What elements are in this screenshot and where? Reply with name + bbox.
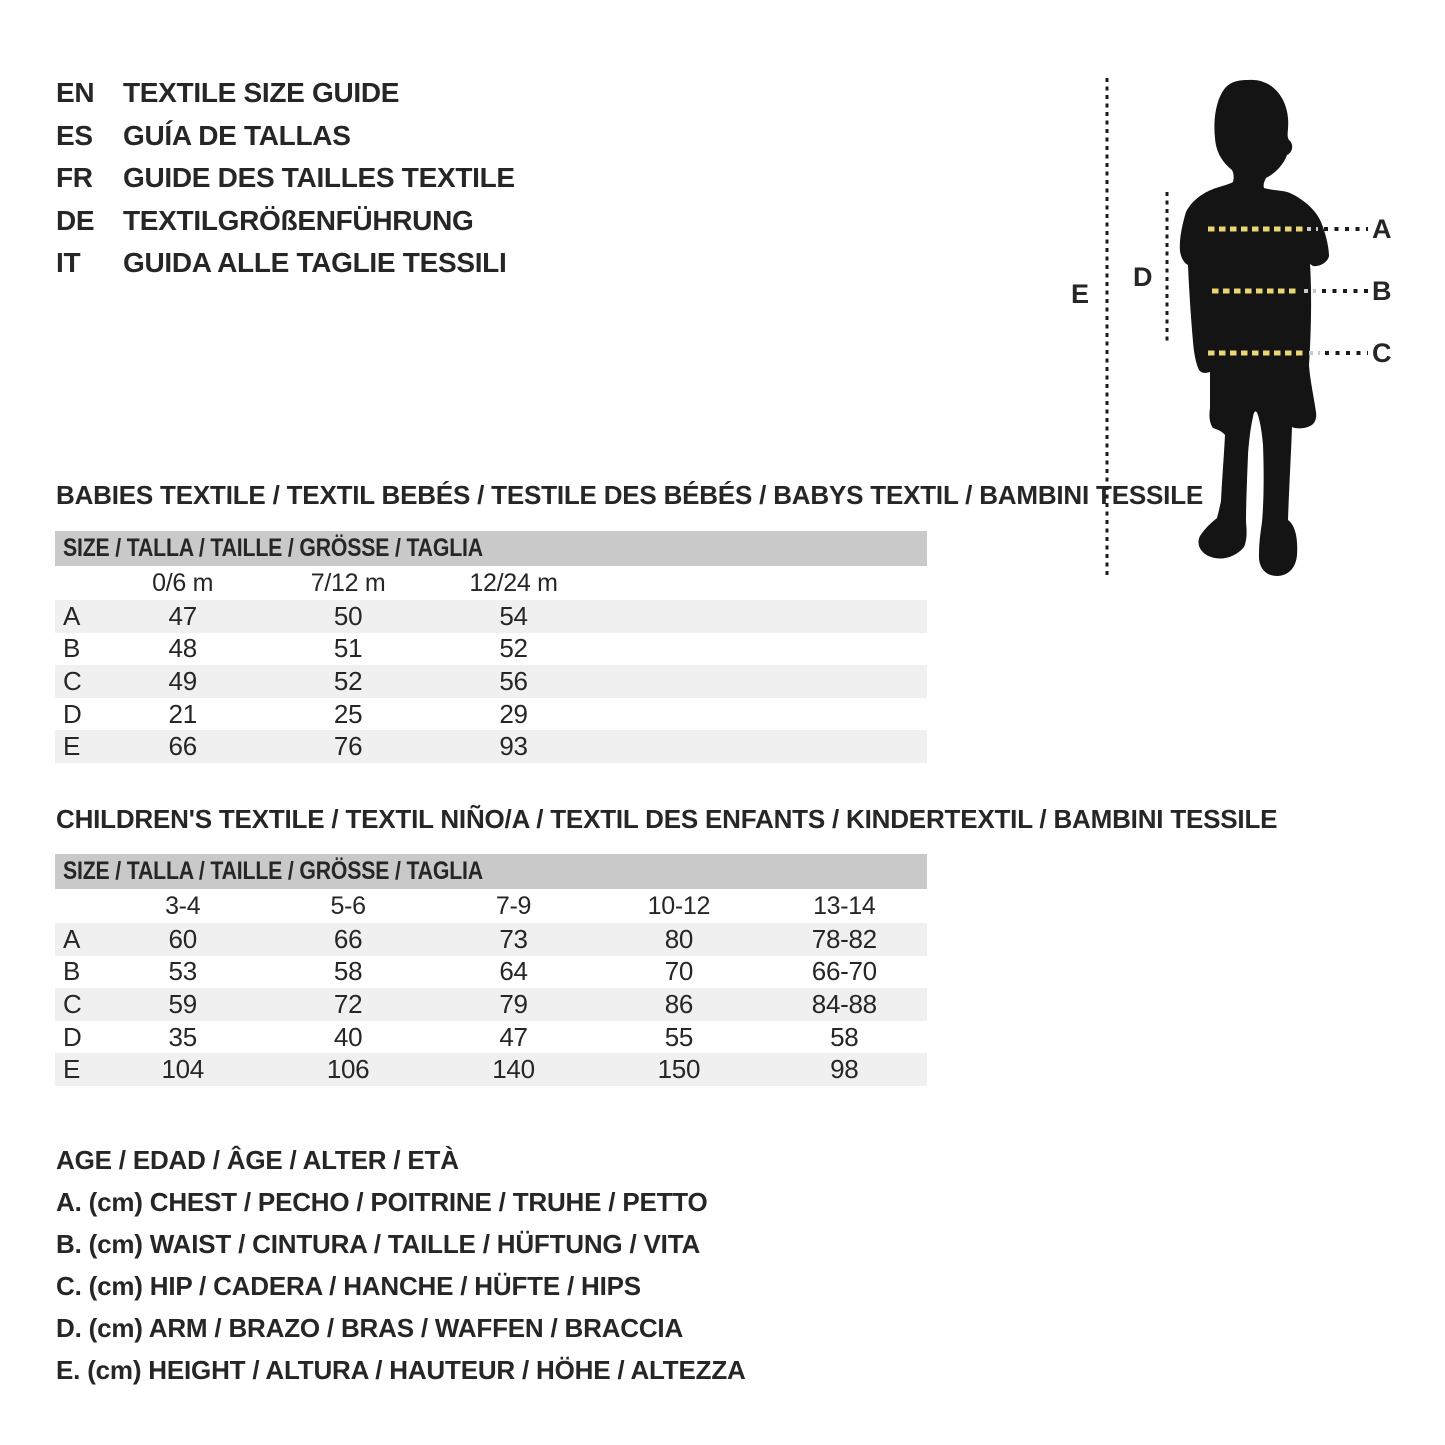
cell: 58 — [333, 956, 363, 987]
table-row — [55, 1053, 927, 1086]
legend-text: E. (cm) HEIGHT / ALTURA / HAUTEUR / HÖHE / ALTEZZA — [56, 1355, 746, 1385]
table-row — [55, 956, 927, 989]
size-header-text: SIZE / TALLA / TAILLE / GRÖSSE / TAGLIA — [63, 857, 483, 885]
babies-column-header-row — [55, 566, 927, 600]
legend-arm — [56, 1313, 683, 1343]
babies-size-header-bar — [55, 531, 927, 566]
row-label: A — [63, 600, 81, 631]
table-row — [55, 633, 927, 666]
cell: 66-70 — [811, 956, 877, 987]
babies-size-table — [55, 531, 927, 763]
cell: 55 — [664, 1021, 694, 1052]
cell: 48 — [168, 633, 197, 664]
column-header: 3-4 — [165, 891, 201, 920]
legend-height — [56, 1355, 746, 1385]
legend-chest — [56, 1187, 708, 1217]
row-label: C — [63, 665, 82, 696]
row-label: E — [63, 731, 81, 762]
cell: 140 — [492, 1054, 535, 1085]
cell: 29 — [499, 698, 528, 729]
cell: 60 — [168, 923, 197, 954]
row-label: D — [63, 1021, 82, 1052]
children-size-header-bar — [55, 854, 927, 889]
lang-row-en — [56, 72, 515, 115]
children-column-header-row — [55, 889, 927, 923]
table-row — [55, 988, 927, 1021]
cell: 51 — [333, 633, 363, 664]
cell: 66 — [168, 731, 197, 762]
cell: 76 — [333, 731, 363, 762]
cell: 72 — [333, 988, 363, 1019]
column-header: 10-12 — [647, 891, 711, 920]
marker-label-a: A — [1372, 214, 1392, 244]
legend-text: A. (cm) CHEST / PECHO / POITRINE / TRUHE / PETTO — [56, 1187, 708, 1217]
column-header: 0/6 m — [152, 568, 214, 597]
cell: 66 — [333, 923, 363, 954]
lang-row-fr — [56, 157, 515, 200]
cell: 59 — [168, 988, 197, 1019]
marker-label-e: E — [1071, 279, 1090, 309]
legend-text: B. (cm) WAIST / CINTURA / TAILLE / HÜFTUNG / VITA — [56, 1229, 701, 1259]
cell: 78-82 — [811, 923, 877, 954]
cell: 93 — [499, 731, 528, 762]
lang-label: GUIDE DES TAILLES TEXTILE — [123, 162, 515, 194]
cell: 106 — [326, 1054, 370, 1085]
column-header: 7-9 — [495, 891, 532, 920]
table-row — [55, 600, 927, 633]
cell: 86 — [664, 988, 694, 1019]
cell: 104 — [161, 1054, 204, 1085]
legend-hip — [56, 1271, 641, 1301]
cell: 58 — [830, 1021, 859, 1052]
children-size-table — [55, 854, 927, 1086]
cell: 49 — [168, 665, 197, 696]
table-row — [55, 1021, 927, 1054]
children-section-title — [56, 804, 1277, 834]
cell: 64 — [499, 956, 528, 987]
lang-row-es — [56, 115, 515, 158]
cell: 47 — [499, 1021, 528, 1052]
lang-code: DE — [56, 204, 95, 236]
babies-title-text: BABIES TEXTILE / TEXTIL BEBÉS / TESTILE DES BÉBÉS / BABYS TEXTIL / BAMBINI TESSILE — [56, 480, 1204, 510]
legend-text: AGE / EDAD / ÂGE / ALTER / ETÀ — [56, 1145, 459, 1175]
marker-label-c: C — [1372, 338, 1392, 368]
cell: 52 — [333, 665, 363, 696]
cell: 52 — [499, 633, 528, 664]
lang-label: GUÍA DE TALLAS — [123, 119, 351, 151]
lang-row-de — [56, 200, 515, 243]
legend-text: D. (cm) ARM / BRAZO / BRAS / WAFFEN / BRACCIA — [56, 1313, 684, 1343]
language-list — [56, 72, 515, 285]
cell: 150 — [657, 1054, 701, 1085]
cell: 54 — [499, 600, 528, 631]
lang-code: ES — [56, 119, 93, 151]
lang-label: GUIDA ALLE TAGLIE TESSILI — [123, 247, 507, 279]
column-header: 13-14 — [813, 891, 876, 920]
table-row — [55, 665, 927, 698]
lang-label: TEXTILE SIZE GUIDE — [123, 77, 400, 109]
lang-code: FR — [56, 162, 93, 194]
legend-waist — [56, 1229, 700, 1259]
cell: 73 — [499, 923, 528, 954]
children-title-text: CHILDREN'S TEXTILE / TEXTIL NIÑO/A / TEXTIL DES ENFANTS / KINDERTEXTIL / BAMBINI TESSILE — [56, 804, 1278, 834]
babies-section-title — [56, 480, 1203, 510]
cell: 21 — [168, 698, 197, 729]
cell: 50 — [333, 600, 363, 631]
size-header-text: SIZE / TALLA / TAILLE / GRÖSSE / TAGLIA — [63, 534, 483, 562]
cell: 98 — [830, 1054, 859, 1085]
cell: 25 — [333, 698, 363, 729]
column-header: 12/24 m — [469, 568, 558, 597]
cell: 47 — [168, 600, 197, 631]
measurement-figure-diagram — [1050, 60, 1445, 600]
table-row — [55, 698, 927, 731]
row-label: D — [63, 698, 82, 729]
row-label: C — [63, 988, 82, 1019]
marker-label-b: B — [1372, 276, 1392, 306]
row-label: A — [63, 923, 81, 954]
cell: 40 — [333, 1021, 363, 1052]
lang-row-it — [56, 242, 515, 285]
cell: 80 — [664, 923, 694, 954]
marker-label-d: D — [1133, 262, 1153, 292]
cell: 79 — [499, 988, 528, 1019]
column-header: 7/12 m — [310, 568, 386, 597]
cell: 56 — [499, 665, 528, 696]
legend-age — [56, 1145, 459, 1175]
lang-code: EN — [56, 77, 95, 109]
lang-code: IT — [56, 247, 81, 279]
cell: 70 — [664, 956, 694, 987]
lang-label: TEXTILGRÖßENFÜHRUNG — [123, 204, 474, 236]
cell: 35 — [168, 1021, 197, 1052]
table-row — [55, 730, 927, 763]
row-label: B — [63, 633, 81, 664]
column-header: 5-6 — [330, 891, 366, 920]
row-label: E — [63, 1054, 81, 1085]
legend-text: C. (cm) HIP / CADERA / HANCHE / HÜFTE / HIPS — [56, 1271, 641, 1301]
cell: 53 — [168, 956, 197, 987]
cell: 84-88 — [811, 988, 877, 1019]
row-label: B — [63, 956, 81, 987]
table-row — [55, 923, 927, 956]
